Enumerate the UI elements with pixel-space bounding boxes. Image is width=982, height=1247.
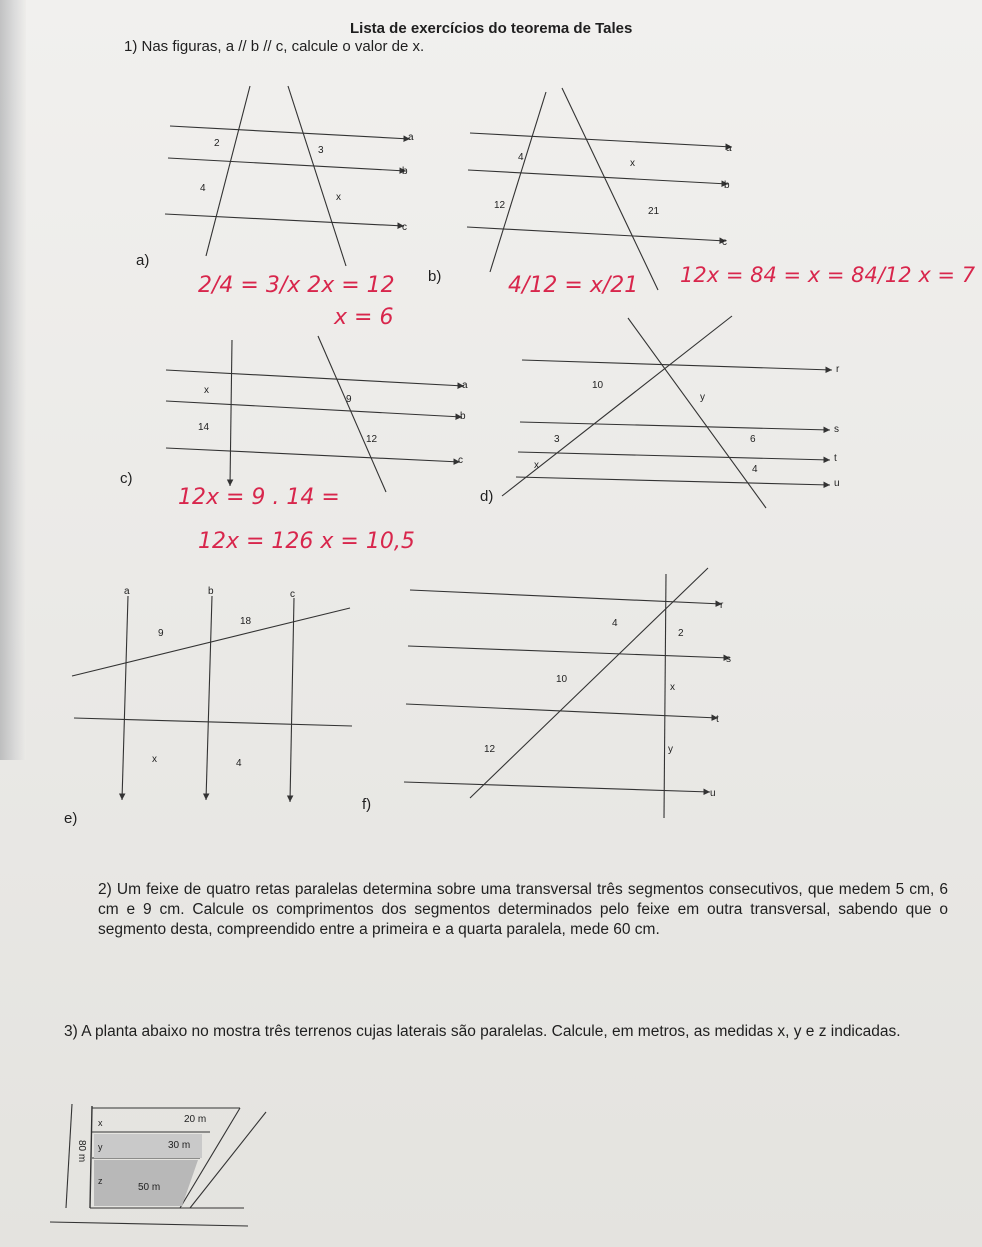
fig-e-val-9: 9 (158, 628, 164, 639)
handwriting-a-equation: 2/4 = 3/x 2x = 12 (198, 273, 395, 298)
fig-d-line-r: r (836, 364, 840, 375)
fig-d-val-4: 4 (752, 464, 758, 475)
fig-f-line-s: s (726, 654, 731, 665)
question-3-text: 3) A planta abaixo no mostra três terrenos cujas laterais são paralelas. Calcule, em metros, as medidas x, y e z indicadas. (64, 1023, 901, 1040)
part-c-label: c) (120, 470, 133, 487)
fig-f-val-2: 2 (678, 628, 684, 639)
handwriting-c-equation: 12x = 9 . 14 = (178, 485, 340, 510)
q3-label-x: x (98, 1118, 103, 1128)
worksheet-title: Lista de exercícios do teorema de Tales (350, 20, 633, 37)
handwriting-b-equation: 4/12 = x/21 (508, 273, 639, 298)
q3-label-z: z (98, 1176, 103, 1186)
fig-c-val-9: 9 (346, 394, 352, 405)
q3-total-80: 80 m (76, 1140, 87, 1163)
fig-f-line-u: u (710, 788, 716, 799)
fig-d-val-x: x (534, 460, 539, 471)
figure-d (502, 316, 832, 508)
q3-measure-20: 20 m (184, 1114, 207, 1125)
fig-a-line-a: a (408, 132, 414, 143)
question-2-text: 2) Um feixe de quatro retas paralelas determina sobre uma transversal três segmentos consecutivos, que medem 5 cm, 6 cm e 9 cm. Calcule os comprimentos dos segmentos determinados pelo feixe em outra transversal, sabendo que o segmento desta, compreendido entre a primeira e a quarta paralela, mede 60 cm. (98, 881, 948, 938)
handwriting-c-result: 12x = 126 x = 10,5 (198, 529, 415, 554)
part-a-label: a) (136, 252, 150, 269)
fig-e-val-4: 4 (236, 758, 242, 769)
fig-c-val-12: 12 (366, 434, 378, 445)
fig-a-val-4: 4 (200, 183, 206, 194)
figure-a (165, 86, 410, 266)
fig-f-line-r: r (720, 600, 724, 611)
q3-measure-30: 30 m (168, 1140, 191, 1151)
fig-a-val-x: x (336, 192, 341, 203)
figure-f (404, 568, 730, 818)
fig-a-val-2: 2 (214, 138, 220, 149)
fig-d-val-10: 10 (592, 380, 604, 391)
fig-e-val-18: 18 (240, 616, 252, 627)
fig-b-val-21: 21 (648, 206, 660, 217)
fig-f-val-10: 10 (556, 674, 568, 685)
fig-a-val-3: 3 (318, 145, 324, 156)
figure-b (467, 88, 732, 290)
fig-f-val-4: 4 (612, 618, 618, 629)
fig-c-line-b: b (460, 411, 466, 422)
figure-c (166, 336, 464, 492)
fig-b-line-b: b (724, 180, 730, 191)
fig-d-val-6: 6 (750, 434, 756, 445)
fig-e-line-b: b (208, 586, 214, 597)
fig-f-val-12: 12 (484, 744, 496, 755)
fig-b-line-a: a (726, 143, 732, 154)
part-e-label: e) (64, 810, 78, 827)
fig-b-line-c: c (722, 237, 727, 248)
fig-c-val-14: 14 (198, 422, 210, 433)
part-d-label: d) (480, 488, 494, 505)
figure-e (72, 596, 352, 802)
fig-a-line-c: c (402, 222, 407, 233)
fig-c-val-x: x (204, 385, 209, 396)
fig-b-val-12: 12 (494, 200, 506, 211)
handwriting-a-result: x = 6 (334, 305, 394, 330)
fig-e-val-x: x (152, 754, 157, 765)
part-f-label: f) (362, 796, 372, 813)
fig-d-line-u: u (834, 478, 840, 489)
fig-c-line-a: a (462, 380, 468, 391)
fig-d-val-3: 3 (554, 434, 560, 445)
fig-e-line-a: a (124, 586, 130, 597)
question-1-text: 1) Nas figuras, a // b // c, calcule o valor de x. (124, 38, 425, 55)
fig-b-val-4: 4 (518, 152, 524, 163)
fig-d-line-t: t (834, 453, 837, 464)
fig-f-val-x: x (670, 682, 675, 693)
part-b-label: b) (428, 268, 442, 285)
q3-label-y: y (98, 1142, 103, 1152)
fig-b-val-x: x (630, 158, 635, 169)
q3-measure-50: 50 m (138, 1182, 161, 1193)
fig-a-line-b: b (402, 166, 408, 177)
fig-f-val-y: y (668, 744, 673, 755)
fig-f-line-t: t (716, 714, 719, 725)
fig-c-line-c: c (458, 455, 463, 466)
fig-e-line-c: c (290, 589, 295, 600)
fig-d-line-s: s (834, 424, 839, 435)
handwriting-b-result: 12x = 84 = x = 84/12 x = 7 (680, 263, 976, 287)
fig-d-val-y: y (700, 392, 705, 403)
